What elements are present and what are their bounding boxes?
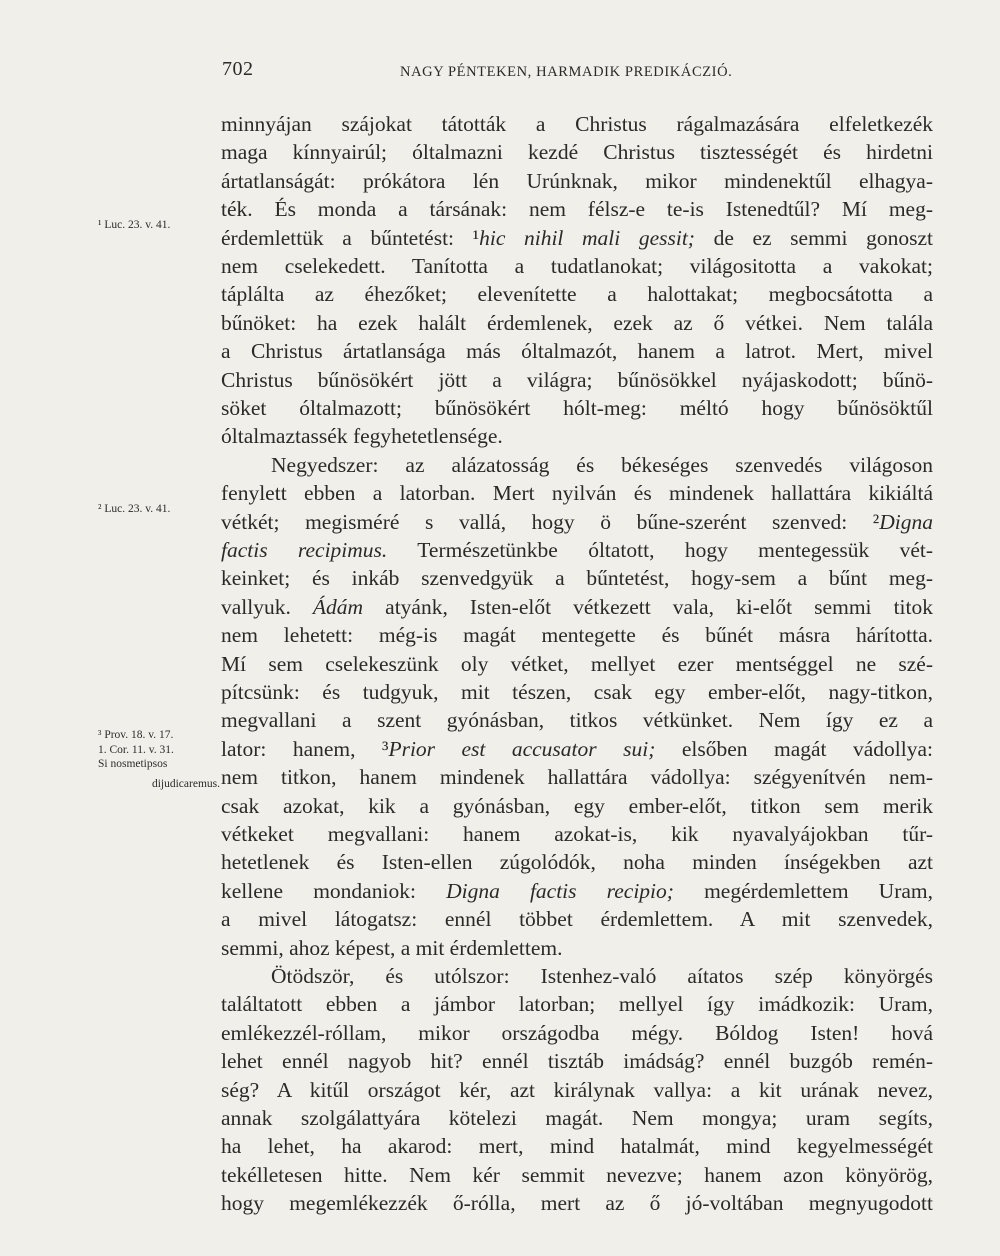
text-line: fenylett ebben a latorban. Mert nyilván és mindenek hallattára kikiáltá: [221, 481, 933, 506]
text-line: nem cselekedett. Tanította a tudatlanokat; világositotta a vakokat;: [221, 254, 933, 278]
margin-note: ³ Prov. 18. v. 17.: [98, 729, 174, 741]
text-line: semmi, ahoz képest, a mit érdemlettem.: [221, 935, 563, 960]
text-line: minnyájan szájokat tátották a Christus rágalmazására elfeletkezék: [221, 112, 933, 136]
text-line: nem titkon, hanem mindenek hallattára vádollya: szégyenítvén nem-: [221, 765, 933, 790]
text-line: a mivel látogatsz: ennél többet érdemlettem. A mit szenvedek,: [221, 907, 933, 932]
text-line: ártatlanságát: prókátora lén Urúnknak, mikor mindenektűl elhagya-: [221, 168, 933, 193]
text-line: kellene mondaniok: Digna factis recipio; megérdemlettem Uram,: [221, 878, 933, 903]
text-line: Negyedszer: az alázatosság és békeséges szenvedés világoson: [271, 452, 933, 477]
text-line: hetetlenek és Isten-ellen zúgolódók, noha minden ínségekben azt: [221, 850, 933, 875]
text-line: factis recipimus. Természetünkbe óltatott, hogy mentegessük vét-: [221, 538, 934, 562]
text-line: pítcsünk: és tudgyuk, mit tészen, csak egy ember-előt, nagy-titkon,: [221, 680, 933, 704]
text-line: megvallani a szent gyónásban, titkos vétkünket. Nem így ez a: [221, 708, 933, 733]
text-line: emlékezzél-róllam, mikor országodba mégy. Bóldog Isten! hová: [221, 1020, 933, 1045]
margin-note: ² Luc. 23. v. 41.: [98, 503, 171, 515]
text-line: keinket; és inkáb szenvedgyük a bűntetést, hogy-sem a bűnt meg-: [221, 566, 933, 591]
text-line: Christus bűnösökért jött a világra; bűnösökkel nyájaskodott; bűnö-: [221, 367, 933, 392]
margin-note: Si nosmetipsos: [98, 758, 168, 770]
text-line: ség? A kitűl országot kér, azt királynak vallya: a kit urának nevez,: [221, 1077, 933, 1102]
margin-note: dijudicaremus.: [151, 778, 220, 790]
text-line: lator: hanem, ³Prior est accusator sui; elsőben magát vádollya:: [221, 736, 933, 761]
running-title: NAGY PÉNTEKEN, HARMADIK PREDIKÁCZIÓ.: [400, 64, 733, 80]
text-line: Ötödször, és utólszor: Istenhez-való aítatos szép könyörgés: [271, 964, 933, 988]
text-line: nem lehetett: még-is magát mentegette és bűnét másra hárította.: [221, 623, 933, 648]
text-line: Mí sem cselekeszünk oly vétket, mellyet ezer mentséggel ne szé-: [221, 651, 933, 676]
text-line: érdemlettük a bűntetést: ¹hic nihil mali gessit; de ez semmi gonoszt: [221, 225, 933, 250]
text-line: bűnöket: ha ezek halált érdemlenek, ezek az ő vétkei. Nem talála: [221, 310, 933, 335]
margin-note: ¹ Luc. 23. v. 41.: [98, 219, 171, 231]
page-number: 702: [222, 58, 254, 80]
text-line: óltalmaztassék fegyhetetlensége.: [221, 424, 503, 449]
text-line: lehet ennél nagyob hit? ennél tisztáb imádság? ennél buzgób remén-: [221, 1049, 933, 1074]
text-line: találtatott ebben a jámbor latorban; mellyel így imádkozik: Uram,: [221, 992, 933, 1017]
margin-note: 1. Cor. 11. v. 31.: [98, 744, 174, 756]
text-line: vallyuk. Ádám atyánk, Isten-előt vétkezett vala, ki-előt semmi titok: [221, 594, 933, 619]
text-line: vétkeket megvallani: hanem azokat-is, kik nyavalyájokban tűr-: [221, 822, 933, 846]
text-line: ha lehet, ha akarod: mert, mind hatalmát, mind kegyelmességét: [221, 1134, 933, 1159]
text-line: söket óltalmazott; bűnösökért hólt-meg: méltó hogy bűnösöktűl: [221, 396, 933, 420]
text-line: maga kínnyairúl; óltalmazni kezdé Christus tisztességét és hirdetni: [221, 140, 933, 165]
text-line: csak azokat, kik a gyónásban, egy ember-előt, titkon sem merik: [221, 793, 933, 818]
text-line: vétkét; megisméré s vallá, hogy ö bűne-szerént szenved: ²Digna: [221, 509, 933, 534]
text-line: táplálta az éhezőket; elevenítette a halottakat; megbocsátotta a: [221, 282, 933, 307]
text-line: a Christus ártatlansága más óltalmazót, hanem a latrot. Mert, mivel: [221, 339, 933, 364]
text-line: hogy megemlékezzék ő-rólla, mert az ő jó-voltában megnyugodott: [221, 1191, 933, 1216]
text-line: tekélletesen hitte. Nem kér semmit nevezve; hanem azon könyörög,: [221, 1162, 933, 1187]
text-line: ték. És monda a társának: nem félsz-e te-is Istenedtűl? Mí meg-: [221, 197, 933, 222]
text-line: annak szolgálattyára kötelezi magát. Nem mongya; uram segíts,: [221, 1106, 933, 1130]
